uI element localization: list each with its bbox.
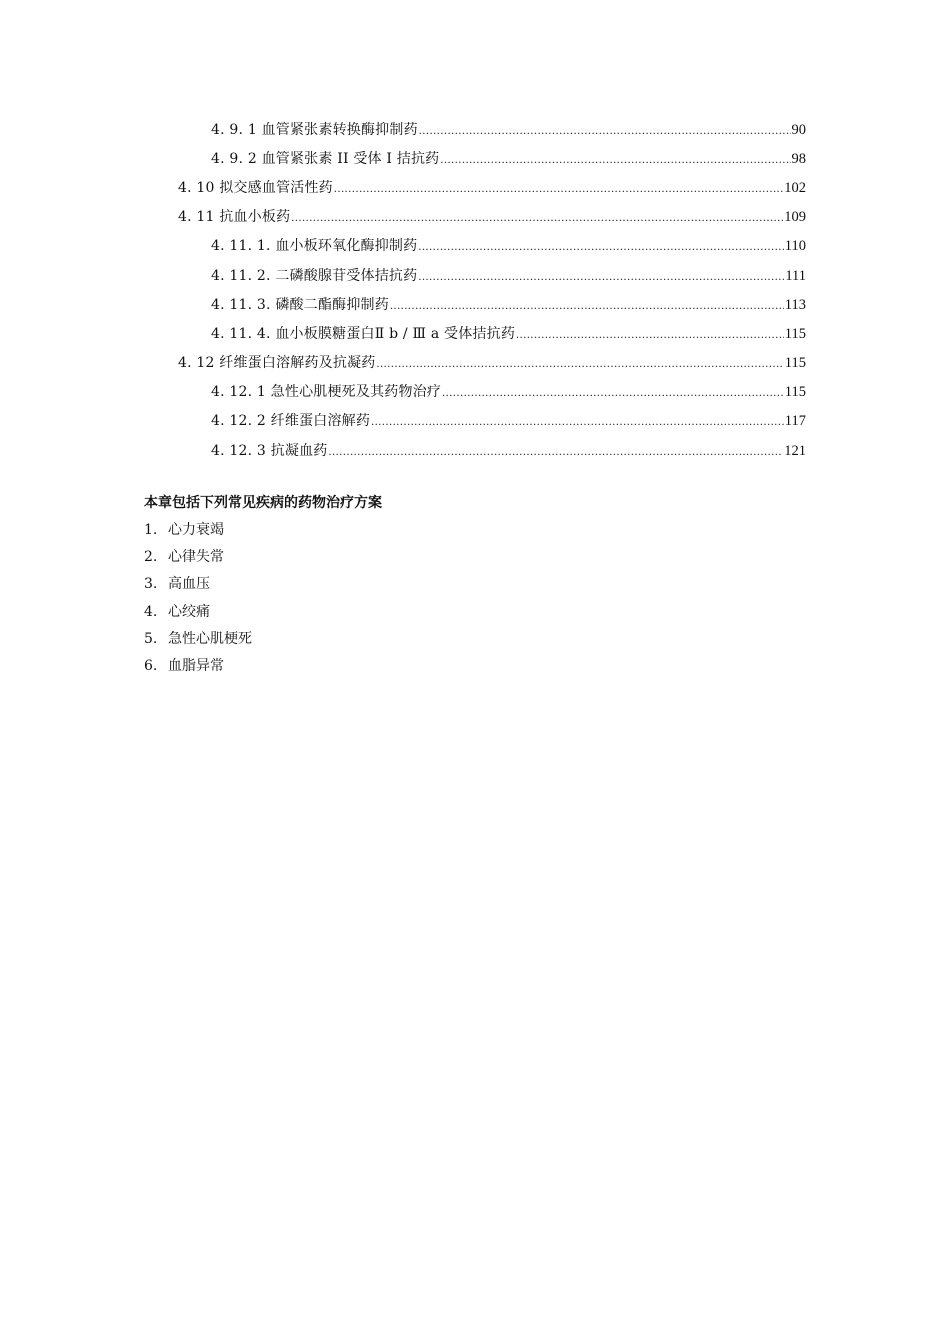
- toc-entry[interactable]: [0, 289, 950, 318]
- disease-treatment-section: [144, 490, 806, 680]
- list-item: [144, 544, 806, 571]
- list-item-text: 心律失常: [168, 549, 224, 566]
- toc-dot-leader: [442, 385, 784, 400]
- toc-entry-title: 4. 11. 1. 血小板环氧化酶抑制药: [211, 238, 418, 255]
- list-item-text: 血脂异常: [168, 657, 224, 674]
- list-item-text: 心绞痛: [168, 603, 210, 620]
- toc-entry[interactable]: [0, 377, 950, 406]
- toc-entry[interactable]: [0, 202, 950, 231]
- toc-entry-title: 4. 12. 3 抗凝血药: [211, 442, 328, 459]
- toc-dot-leader: [419, 123, 791, 138]
- toc-entry-page: 115: [784, 325, 806, 342]
- list-item-number: 6.: [144, 657, 158, 674]
- toc-entry[interactable]: [0, 318, 950, 347]
- toc-dot-leader: [328, 444, 783, 459]
- toc-entry[interactable]: [0, 406, 950, 435]
- toc-dot-leader: [334, 181, 783, 196]
- toc-entry-title: 4. 12 纤维蛋白溶解药及抗凝药: [178, 355, 376, 372]
- toc-entry-page: 115: [784, 384, 806, 401]
- toc-entry-page: 121: [784, 442, 806, 459]
- list-item: [144, 626, 806, 653]
- toc-entry-title: 4. 11. 3. 磷酸二酯酶抑制药: [211, 296, 389, 313]
- toc-entry-page: 111: [785, 267, 806, 284]
- toc-dot-leader: [371, 414, 784, 429]
- list-item-number: 3.: [144, 576, 158, 593]
- toc-entry-page: 110: [784, 238, 806, 255]
- toc-dot-leader: [376, 356, 783, 371]
- list-item: [144, 517, 806, 544]
- toc-dot-leader: [291, 210, 783, 225]
- list-item-text: 心力衰竭: [168, 522, 224, 538]
- list-item-number: 1.: [144, 522, 158, 538]
- toc-entry-title: 4. 9. 2 血管紧张素 II 受体 I 拮抗药: [211, 150, 440, 167]
- list-item-number: 4.: [144, 603, 158, 620]
- toc-entry-title: 4. 9. 1 血管紧张素转换酶抑制药: [211, 121, 418, 138]
- list-item-text: 急性心肌梗死: [168, 630, 252, 647]
- table-of-contents: [0, 114, 950, 464]
- toc-entry-title: 4. 10 拟交感血管活性药: [178, 179, 333, 196]
- toc-entry[interactable]: [0, 172, 950, 201]
- toc-entry-page: 117: [784, 413, 806, 430]
- list-item-text: 高血压: [168, 576, 210, 593]
- toc-entry[interactable]: [0, 143, 950, 172]
- list-item: [144, 653, 806, 680]
- toc-entry-page: 115: [784, 355, 806, 372]
- toc-entry-page: 102: [784, 179, 806, 196]
- toc-entry-page: 98: [791, 150, 806, 167]
- toc-entry[interactable]: [0, 260, 950, 289]
- toc-entry-title: 4. 12. 2 纤维蛋白溶解药: [211, 413, 371, 430]
- toc-entry-title: 4. 11 抗血小板药: [178, 209, 291, 226]
- toc-entry-title: 4. 11. 2. 二磷酸腺苷受体拮抗药: [211, 267, 418, 284]
- toc-entry-page: 109: [784, 209, 806, 226]
- list-item-number: 5.: [144, 630, 158, 647]
- toc-entry[interactable]: [0, 348, 950, 377]
- toc-entry-title: 4. 11. 4. 血小板膜糖蛋白Ⅱ b / Ⅲ a 受体拮抗药: [211, 325, 516, 342]
- toc-dot-leader: [390, 298, 784, 313]
- toc-dot-leader: [516, 327, 784, 342]
- list-item: [144, 599, 806, 626]
- toc-entry-page: 90: [791, 121, 806, 138]
- toc-entry[interactable]: [0, 435, 950, 464]
- list-item-number: 2.: [144, 549, 158, 566]
- toc-dot-leader: [418, 239, 783, 254]
- list-item: [144, 571, 806, 598]
- toc-entry-page: 113: [784, 296, 806, 313]
- toc-dot-leader: [418, 269, 784, 284]
- toc-entry-title: 4. 12. 1 急性心肌梗死及其药物治疗: [211, 384, 442, 401]
- section-heading: 本章包括下列常见疾病的药物治疗方案: [144, 495, 382, 511]
- toc-dot-leader: [440, 152, 790, 167]
- toc-entry[interactable]: [0, 114, 950, 143]
- toc-entry[interactable]: [0, 231, 950, 260]
